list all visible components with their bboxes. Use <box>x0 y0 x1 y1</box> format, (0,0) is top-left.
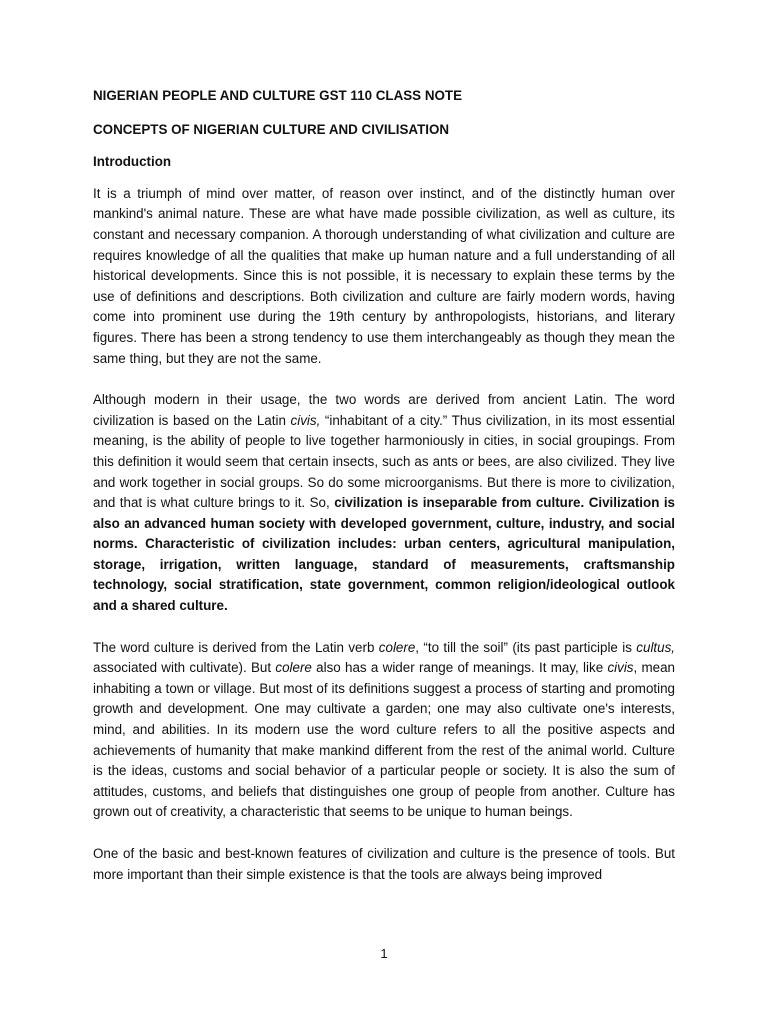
paragraph-2 <box>93 390 675 617</box>
text-run: It is a triumph of mind over matter, of reason over instinct, and of the distinctly human over mankind's animal nature. These are what have made possible civilization, as well as culture, its constant and necessary companion. A thorough understanding of what civilization and culture are requires knowledge of all the qualities that make up human nature and a full understanding of all historical developments. Since this is not possible, it is necessary to explain these terms by the use of definitions and descriptions. Both civilization and culture are fairly modern words, having come into prominent use during the 19th century by anthropologists, historians, and literary figures. There has been a strong tendency to use them interchangeably as though they mean the same thing, but they are not the same. <box>93 185 675 366</box>
text-run: “inhabitant of a city.” Thus civilization, in its most essential meaning, is the ability of people to live together harmoniously in cities, in social groupings. From this definition it would seem that certain insects, such as ants or bees, are also civilized. They live and work together in social groups. So do some microorganisms. But there is more to civilization, and that is what culture brings to it. So, <box>93 412 676 511</box>
document-subtitle: CONCEPTS OF NIGERIAN CULTURE AND CIVILISATION <box>93 121 450 137</box>
page-number: 1 <box>380 946 388 961</box>
text-run: colere <box>275 660 312 676</box>
text-run: colere <box>378 639 416 655</box>
text-run: civilization is inseparable from culture. Civilization is also an advanced human society with developed government, culture, industry, and social norms. Characteristic of civilization includes: urban centers, agricultural manipulation, storage, irrigation, written language, standard of measurements, craftsmanship technology, social stratification, state government, common religion/ideological outlook and a shared culture. <box>93 495 676 614</box>
paragraph-4 <box>93 844 675 885</box>
text-run: associated with cultivate). But <box>93 660 276 676</box>
text-run: civis <box>607 660 634 676</box>
text-run: , “to till the soil” (its past participle is <box>415 639 637 655</box>
text-run: The word culture is derived from the Latin verb <box>93 639 379 655</box>
text-run: cultus, <box>636 639 675 655</box>
document-title: NIGERIAN PEOPLE AND CULTURE GST 110 CLASS NOTE <box>93 88 463 103</box>
text-run: , mean inhabiting a town or village. But most of its definitions suggest a process of starting and promoting growth and development. One may cultivate a garden; one may also cultivate one's interests, mind, and abilities. In its modern use the word culture refers to all the positive aspects and achievements of humanity that make mankind different from the rest of the animal world. Culture is the ideas, customs and social behavior of a particular people or society. It is also the sum of attitudes, customs, and beliefs that distinguishes one group of people from another. Culture has grown out of creativity, a characteristic that seems to be unique to human beings. <box>93 660 676 820</box>
text-run: also has a wider range of meanings. It may, like <box>311 660 608 676</box>
section-heading: Introduction <box>93 154 172 170</box>
text-run: One of the basic and best-known features of civilization and culture is the presence of tools. But more important than their simple existence is that the tools are always being improved <box>93 846 675 882</box>
paragraph-1 <box>93 184 675 369</box>
paragraph-3 <box>93 638 675 823</box>
text-run: Although modern in their usage, the two words are derived from ancient Latin. The word civilization is based on the Latin <box>93 392 675 428</box>
document-body <box>93 86 675 885</box>
text-run: civis, <box>290 412 321 428</box>
